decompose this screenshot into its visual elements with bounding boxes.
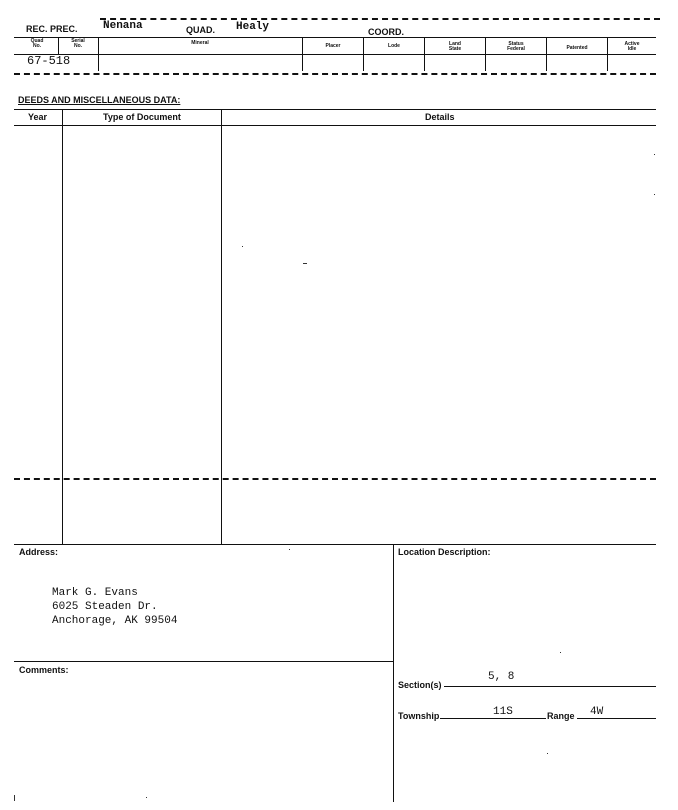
- sections-label: Section(s): [398, 680, 442, 690]
- divider-lode-land: [424, 37, 425, 71]
- col-mineral: Mineral: [191, 40, 209, 46]
- address-line-3: Anchorage, AK 99504: [52, 615, 178, 627]
- col-active-idle: Active Idle: [624, 41, 640, 52]
- col-status-federal: Status Federal: [507, 41, 525, 52]
- scan-speck: [146, 797, 147, 798]
- col-serial-no: Serial No.: [71, 38, 85, 49]
- divider-status-patented: [546, 37, 547, 71]
- col-details: Details: [425, 112, 455, 122]
- address-block: [52, 586, 177, 628]
- location-description-label: Location Description:: [398, 547, 491, 557]
- header-top-line: [100, 18, 660, 20]
- comments-top-rule: [14, 661, 393, 662]
- divider-mineral-placer: [302, 37, 303, 71]
- col-placer: Placer: [325, 43, 341, 49]
- rec-prec-value: Nenana: [103, 20, 143, 32]
- deeds-title: DEEDS AND MISCELLANEOUS DATA:: [18, 95, 181, 105]
- range-value: 4W: [590, 706, 604, 718]
- sections-underline: [444, 686, 656, 687]
- address-line-1: Mark G. Evans: [52, 587, 138, 599]
- quad-value: Healy: [236, 21, 270, 33]
- bottom-section-top-rule: [14, 544, 656, 545]
- col-quad-no: Quad No.: [30, 38, 44, 49]
- quad-serial-value: 67-518: [27, 54, 71, 68]
- scan-speck: [242, 246, 243, 247]
- coord-label: COORD.: [368, 27, 404, 37]
- divider-land-status: [485, 37, 486, 71]
- col-patented: Patented: [566, 45, 588, 51]
- address-label: Address:: [19, 547, 59, 557]
- township-underline: [440, 718, 546, 719]
- township-value: 11S: [493, 706, 513, 718]
- col-land-state: Land State: [448, 41, 462, 52]
- col-lode: Lode: [388, 43, 400, 49]
- column-header-bottom-rule: [14, 54, 656, 55]
- record-bottom-rule: [14, 73, 656, 75]
- range-underline: [577, 718, 656, 719]
- address-line-2: 6025 Steaden Dr.: [52, 601, 158, 613]
- comments-label: Comments:: [19, 665, 69, 675]
- scan-speck: [289, 549, 290, 550]
- divider-patented-active: [607, 37, 608, 71]
- scan-speck: [654, 194, 655, 195]
- scan-speck: [303, 263, 307, 264]
- deeds-top-rule: [14, 109, 656, 110]
- quad-label: QUAD.: [186, 25, 215, 35]
- col-year: Year: [28, 112, 48, 122]
- scan-speck: [560, 652, 561, 653]
- divider-placer-lode: [363, 37, 364, 71]
- range-label: Range: [547, 711, 575, 721]
- scan-speck: [547, 753, 548, 754]
- township-label: Township: [398, 711, 440, 721]
- sections-value: 5, 8: [488, 671, 515, 683]
- deeds-dashed-rule: [14, 478, 656, 480]
- divider-quad-serial: [58, 37, 59, 54]
- scan-speck: [654, 154, 655, 155]
- column-header-top-rule: [14, 37, 656, 38]
- scan-speck: [14, 795, 15, 801]
- bottom-section-divider: [393, 544, 394, 802]
- deeds-header-rule: [14, 125, 656, 126]
- rec-prec-label: REC. PREC.: [26, 24, 78, 34]
- divider-serial-mineral: [98, 37, 99, 71]
- col-type-of-document: Type of Document: [103, 112, 181, 122]
